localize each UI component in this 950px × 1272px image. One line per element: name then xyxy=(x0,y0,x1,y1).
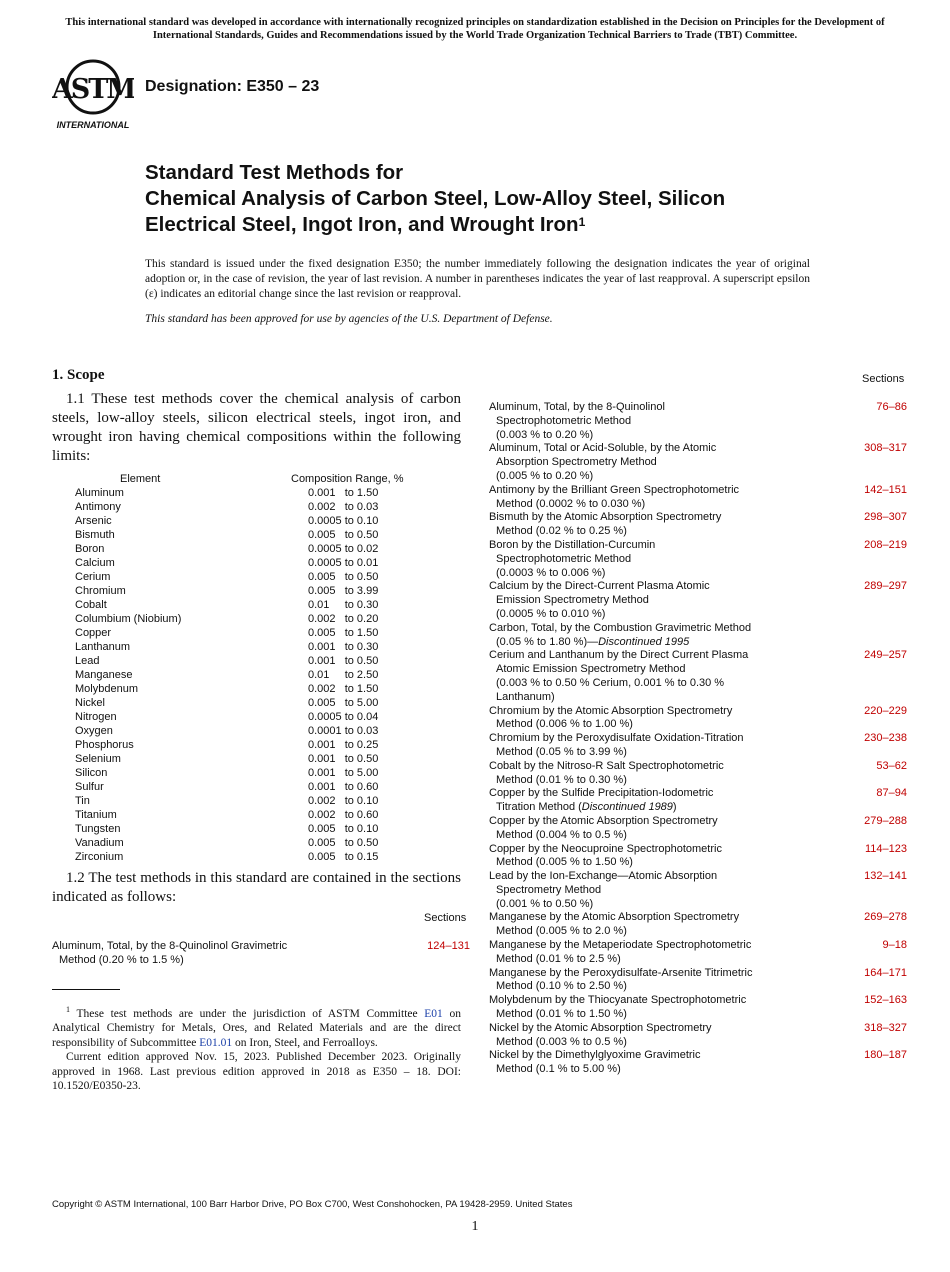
method-entry xyxy=(489,511,907,539)
element-name: Boron xyxy=(75,543,105,555)
method-text: Manganese by the Atomic Absorption Spectrometry xyxy=(489,911,740,924)
composition-row xyxy=(52,570,461,584)
method-text: (0.003 % to 0.50 % Cerium, 0.001 % to 0.30 % xyxy=(496,676,725,689)
method-text: Chromium by the Atomic Absorption Spectrometry xyxy=(489,704,733,717)
method-entry xyxy=(489,401,907,442)
method-entry xyxy=(489,622,907,650)
composition-range: 0.0001 to 0.03 xyxy=(308,725,379,737)
composition-row xyxy=(52,794,461,808)
method-text: Method (0.01 % to 0.30 %) xyxy=(496,773,627,786)
method-entry xyxy=(489,911,907,939)
composition-range: 0.0005 to 0.01 xyxy=(308,557,379,569)
element-name: Vanadium xyxy=(75,837,124,849)
composition-range: 0.002 to 0.10 xyxy=(308,795,379,807)
method-text: Spectrophotometric Method xyxy=(496,552,632,565)
composition-row xyxy=(52,514,461,528)
composition-range: 0.001 to 0.50 xyxy=(308,655,379,667)
method-entry xyxy=(489,815,907,843)
composition-range: 0.001 to 5.00 xyxy=(308,767,379,779)
composition-table-header xyxy=(52,472,461,486)
scope-heading: 1. Scope xyxy=(52,367,105,383)
element-name: Nickel xyxy=(75,697,105,709)
copyright: Copyright © ASTM International, 100 Barr Harbor Drive, PO Box C700, West Conshohocken, PA 19428-2959. United States xyxy=(52,1199,573,1210)
method-entry xyxy=(489,939,907,967)
section-range-link[interactable]: 76–86 xyxy=(876,401,907,413)
method-text: Calcium by the Direct-Current Plasma Atomic xyxy=(489,580,710,593)
composition-range: 0.001 to 0.50 xyxy=(308,753,379,765)
method-text: Nickel by the Atomic Absorption Spectrometry xyxy=(489,1021,712,1034)
method-text: Aluminum, Total or Acid-Soluble, by the Atomic xyxy=(489,442,717,455)
element-name: Molybdenum xyxy=(75,683,138,695)
section-range-link[interactable]: 230–238 xyxy=(864,732,907,745)
composition-range: 0.01 to 2.50 xyxy=(308,669,379,681)
method-entry xyxy=(489,870,907,911)
composition-range: 0.001 to 0.60 xyxy=(308,781,379,793)
element-name: Manganese xyxy=(75,669,133,681)
methods-list-left xyxy=(52,940,470,968)
composition-range: 0.002 to 0.60 xyxy=(308,809,379,821)
method-text: (0.003 % to 0.20 %) xyxy=(496,428,594,441)
section-range-link[interactable]: 132–141 xyxy=(864,870,907,883)
composition-row xyxy=(52,486,461,500)
composition-range: 0.005 to 3.99 xyxy=(308,585,379,597)
composition-row xyxy=(52,654,461,668)
composition-range: 0.002 to 0.20 xyxy=(308,613,379,625)
section-range-link[interactable]: 87–94 xyxy=(876,787,907,800)
composition-range: 0.002 to 0.03 xyxy=(308,501,379,513)
method-entry xyxy=(489,484,907,512)
composition-range: 0.0005 to 0.10 xyxy=(308,515,379,527)
method-text: Molybdenum by the Thiocyanate Spectrophotometric xyxy=(489,994,747,1007)
title-line-2: Chemical Analysis of Carbon Steel, Low-Alloy Steel, Silicon xyxy=(145,187,726,210)
paragraph-1-2: 1.2 The test methods in this standard are contained in the sections indicated as follows: xyxy=(52,870,461,905)
section-range-link[interactable]: 289–297 xyxy=(864,580,907,593)
method-text: Atomic Emission Spectrometry Method xyxy=(496,663,686,676)
method-text: Copper by the Sulfide Precipitation-Iodometric xyxy=(489,787,714,800)
method-entry xyxy=(489,1049,907,1077)
subcommittee-e01-01-link[interactable]: E01.01 xyxy=(199,1036,233,1049)
composition-range: 0.002 to 1.50 xyxy=(308,683,379,695)
method-entry xyxy=(489,580,907,621)
composition-row xyxy=(52,836,461,850)
designation: Designation: E350 – 23 xyxy=(145,78,320,95)
section-range-link[interactable]: 279–288 xyxy=(864,814,907,827)
header-composition-range: Composition Range, % xyxy=(291,473,404,485)
method-text: Boron by the Distillation-Curcumin xyxy=(489,538,656,551)
composition-row xyxy=(52,542,461,556)
section-range-link[interactable]: 269–278 xyxy=(864,911,907,924)
title-footnote-mark[interactable]: 1 xyxy=(578,215,586,229)
composition-row xyxy=(52,500,461,514)
composition-table xyxy=(52,472,461,864)
method-text: Spectrometry Method xyxy=(496,883,602,896)
composition-row xyxy=(52,640,461,654)
sections-column-label: Sections xyxy=(424,912,467,924)
composition-row xyxy=(52,696,461,710)
composition-row xyxy=(52,752,461,766)
composition-range: 0.01 to 0.30 xyxy=(308,599,379,611)
method-entry xyxy=(489,760,907,788)
title-line-1: Standard Test Methods for xyxy=(145,161,404,184)
method-text: Spectrophotometric Method xyxy=(496,414,632,427)
method-text: (0.001 % to 0.50 %) xyxy=(496,897,594,910)
tbt-notice: This international standard was developed in accordance with internationally recognized principles on standardization established in the Decision on Principles for the Development of International Standards, Guides and Recommendations issued by the World Trade Organization Technical Barriers to Trade (TBT) Committee. xyxy=(65,17,885,41)
element-name: Sulfur xyxy=(75,781,104,793)
section-range-link[interactable]: 318–327 xyxy=(864,1021,907,1034)
method-entry xyxy=(52,940,470,968)
method-text: Method (0.05 % to 3.99 %) xyxy=(496,745,627,758)
element-name: Tungsten xyxy=(75,823,121,835)
method-text: Emission Spectrometry Method xyxy=(496,594,649,607)
method-text: (0.005 % to 0.20 %) xyxy=(496,469,594,482)
composition-row xyxy=(52,724,461,738)
section-range-link[interactable]: 9–18 xyxy=(882,939,907,952)
element-name: Phosphorus xyxy=(75,739,134,751)
composition-row xyxy=(52,822,461,836)
method-text: Nickel by the Dimethylglyoxime Gravimetric xyxy=(489,1049,701,1062)
composition-range: 0.005 to 0.10 xyxy=(308,823,379,835)
method-text: Method (0.1 % to 5.00 %) xyxy=(496,1063,621,1076)
composition-range: 0.001 to 0.30 xyxy=(308,641,379,653)
method-text: Method (0.005 % to 1.50 %) xyxy=(496,856,633,869)
section-range-link[interactable]: 164–171 xyxy=(864,966,907,979)
section-range-link[interactable]: 208–219 xyxy=(864,538,907,551)
element-name: Antimony xyxy=(75,501,121,513)
method-entry xyxy=(489,1022,907,1050)
composition-range: 0.0005 to 0.04 xyxy=(308,711,379,723)
element-name: Aluminum xyxy=(75,487,124,499)
composition-row xyxy=(52,668,461,682)
astm-logo xyxy=(52,58,134,132)
document-title xyxy=(145,160,865,238)
method-text: Method (0.003 % to 0.5 %) xyxy=(496,1035,627,1048)
composition-row xyxy=(52,710,461,724)
methods-list-right xyxy=(489,401,907,1077)
section-range-link[interactable]: 298–307 xyxy=(864,511,907,524)
method-text: Lanthanum) xyxy=(496,690,555,703)
composition-range: 0.005 to 0.15 xyxy=(308,851,379,863)
section-range-link[interactable]: 180–187 xyxy=(864,1049,907,1062)
method-text: Bismuth by the Atomic Absorption Spectrometry xyxy=(489,511,722,524)
footnote-text: on Analytical Chemistry for Metals, Ores, and Related Materials and are the direct responsibility of Subcommittee xyxy=(52,1007,461,1049)
method-entry xyxy=(489,705,907,733)
element-name: Titanium xyxy=(75,809,117,821)
composition-row xyxy=(52,850,461,864)
composition-range: 0.005 to 0.50 xyxy=(308,571,379,583)
method-text: Method (0.004 % to 0.5 %) xyxy=(496,828,627,841)
page-number: 1 xyxy=(471,1219,479,1234)
element-name: Chromium xyxy=(75,585,126,597)
method-text: (0.0003 % to 0.006 %) xyxy=(496,566,606,579)
composition-row xyxy=(52,738,461,752)
composition-row xyxy=(52,528,461,542)
section-range-link[interactable]: 142–151 xyxy=(864,483,907,496)
method-entry xyxy=(489,967,907,995)
footnote-divider xyxy=(52,989,120,990)
method-text: Copper by the Neocuproine Spectrophotometric xyxy=(489,842,722,855)
element-name: Zirconium xyxy=(75,851,124,863)
method-text: Method (0.10 % to 2.50 %) xyxy=(496,980,627,993)
logo-text: ASTM xyxy=(52,74,134,105)
method-text: (0.05 % to 1.80 %)—Discontinued 1995 xyxy=(496,635,690,648)
footnote-text: These test methods are under the jurisdiction of ASTM Committee xyxy=(76,1007,425,1020)
sections-column-label: Sections xyxy=(862,373,905,385)
method-text: Cobalt by the Nitroso-R Salt Spectrophotometric xyxy=(489,759,724,772)
element-name: Calcium xyxy=(75,557,115,569)
paragraph-1-1: 1.1 These test methods cover the chemical analysis of carbon steels, low-alloy steels, silicon electrical steels, ingot iron, and wrought iron having chemical compositions within the following limits: xyxy=(52,391,461,464)
section-range-link[interactable]: 220–229 xyxy=(864,704,907,717)
method-text: Manganese by the Peroxydisulfate-Arsenite Titrimetric xyxy=(489,966,753,979)
element-name: Copper xyxy=(75,627,112,639)
element-name: Oxygen xyxy=(75,725,113,737)
method-text: Cerium and Lanthanum by the Direct Current Plasma xyxy=(489,649,749,662)
element-name: Lead xyxy=(75,655,100,667)
header-element: Element xyxy=(120,473,161,485)
method-text: Absorption Spectrometry Method xyxy=(496,456,657,469)
method-entry xyxy=(489,732,907,760)
section-range-link[interactable]: 124–131 xyxy=(427,940,470,952)
method-entry xyxy=(489,442,907,483)
element-name: Silicon xyxy=(75,767,108,779)
element-name: Cerium xyxy=(75,571,111,583)
element-name: Selenium xyxy=(75,753,121,765)
element-name: Bismuth xyxy=(75,529,115,541)
section-range-link[interactable]: 53–62 xyxy=(876,759,907,772)
section-range-link[interactable]: 152–163 xyxy=(864,994,907,1007)
footnote xyxy=(52,1003,461,1094)
composition-range: 0.001 to 1.50 xyxy=(308,487,379,499)
edition-note: Current edition approved Nov. 15, 2023. Published December 2023. Originally approved in 1968. Last previous edition approved in 2018 as E350 – 18. DOI: 10.1520/E0350-23. xyxy=(52,1051,461,1093)
composition-range: 0.0005 to 0.02 xyxy=(308,543,379,555)
element-name: Cobalt xyxy=(75,599,107,611)
element-name: Tin xyxy=(75,795,90,807)
method-text: Method (0.02 % to 0.25 %) xyxy=(496,525,627,538)
method-text: Manganese by the Metaperiodate Spectrophotometric xyxy=(489,939,752,952)
composition-row xyxy=(52,556,461,570)
section-range-link[interactable]: 114–123 xyxy=(864,842,907,855)
logo-subtext: INTERNATIONAL xyxy=(56,120,130,130)
method-text: Aluminum, Total, by the 8-Quinolinol Gravimetric xyxy=(52,940,288,952)
method-entry xyxy=(489,994,907,1022)
section-range-link[interactable]: 249–257 xyxy=(864,649,907,662)
method-text: Titration Method (Discontinued 1989) xyxy=(496,801,677,814)
section-range-link[interactable]: 308–317 xyxy=(864,442,907,455)
method-entry xyxy=(489,843,907,871)
dod-approval-note: This standard has been approved for use by agencies of the U.S. Department of Defense. xyxy=(145,313,553,325)
committee-e01-link[interactable]: E01 xyxy=(424,1007,443,1020)
method-entry xyxy=(489,539,907,580)
method-entry xyxy=(489,787,907,815)
method-text: Aluminum, Total, by the 8-Quinolinol xyxy=(489,401,665,413)
method-text: Method (0.005 % to 2.0 %) xyxy=(496,925,627,938)
method-text: Method (0.01 % to 2.5 %) xyxy=(496,952,621,965)
composition-range: 0.005 to 1.50 xyxy=(308,627,379,639)
method-text: Method (0.01 % to 1.50 %) xyxy=(496,1008,627,1021)
method-text: Lead by the Ion-Exchange—Atomic Absorption xyxy=(489,870,718,883)
composition-row xyxy=(52,808,461,822)
method-text: Carbon, Total, by the Combustion Gravimetric Method xyxy=(489,621,752,634)
composition-row xyxy=(52,598,461,612)
element-name: Arsenic xyxy=(75,515,112,527)
issued-note: This standard is issued under the fixed designation E350; the number immediately following the designation indicates the year of original adoption or, in the case of revision, the year of last revision. A number in parentheses indicates the year of last reapproval. A superscript epsilon (ε) indicates an editorial change since the last revision or reapproval. xyxy=(145,258,810,300)
method-text: Chromium by the Peroxydisulfate Oxidation-Titration xyxy=(489,732,744,745)
method-text: Method (0.0002 % to 0.030 %) xyxy=(496,497,646,510)
method-entry xyxy=(489,649,907,704)
composition-row xyxy=(52,682,461,696)
method-text: (0.0005 % to 0.010 %) xyxy=(496,607,606,620)
method-text: Method (0.006 % to 1.00 %) xyxy=(496,718,633,731)
composition-range: 0.005 to 0.50 xyxy=(308,529,379,541)
element-name: Nitrogen xyxy=(75,711,117,723)
method-text: Method (0.20 % to 1.5 %) xyxy=(59,953,184,966)
footnote-text: on Iron, Steel, and Ferroalloys. xyxy=(232,1036,378,1049)
composition-row xyxy=(52,766,461,780)
method-text: Copper by the Atomic Absorption Spectrometry xyxy=(489,814,718,827)
composition-range: 0.005 to 5.00 xyxy=(308,697,379,709)
composition-range: 0.005 to 0.50 xyxy=(308,837,379,849)
element-name: Lanthanum xyxy=(75,641,131,653)
composition-row xyxy=(52,584,461,598)
composition-row xyxy=(52,780,461,794)
element-name: Columbium (Niobium) xyxy=(75,613,182,625)
footnote-mark: 1 xyxy=(66,1005,70,1014)
title-line-3: Electrical Steel, Ingot Iron, and Wrought Iron xyxy=(145,213,579,236)
method-text: Antimony by the Brilliant Green Spectrophotometric xyxy=(489,483,740,496)
composition-row xyxy=(52,612,461,626)
composition-range: 0.001 to 0.25 xyxy=(308,739,379,751)
composition-row xyxy=(52,626,461,640)
